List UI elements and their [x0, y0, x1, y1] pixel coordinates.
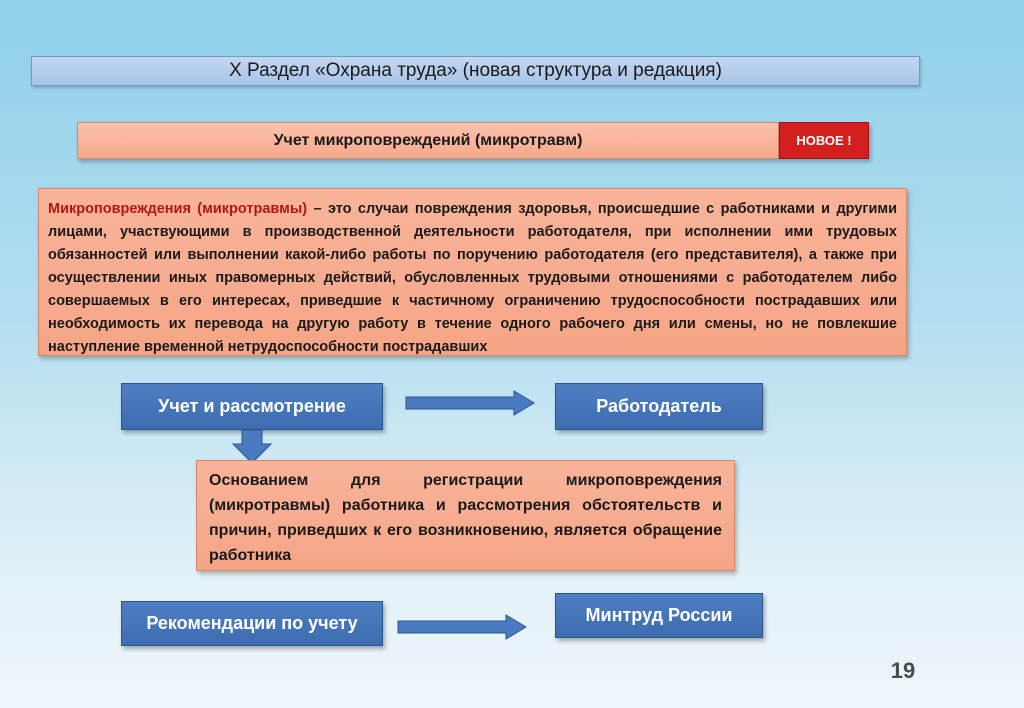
mintrud-box: Минтруд России [555, 593, 763, 638]
employer-box: Работодатель [555, 383, 763, 430]
section-title: Учет микроповреждений (микротравм) [77, 122, 779, 159]
page-number: 19 [890, 658, 916, 683]
definition-box [38, 188, 907, 356]
arrow-right-icon [398, 615, 528, 639]
definition-term: Микроповреждения (микротравмы) [48, 201, 308, 217]
arrow-right-icon [406, 391, 536, 415]
recommendations-box: Рекомендации по учету [121, 601, 383, 646]
new-badge: НОВОЕ ! [779, 122, 869, 159]
definition-text: – это случаи повреждения здоровья, происшедшие с работниками и другими лицами, участвующими в производственной деятельности работодателя, при исполнении ими трудовых обязанностей или выполнении какой-либо работы по поручению работодателя (его представителя), а также при осуществлении иных правомерных действий, обусловленных трудовыми отношениями с работодателем либо совершаемых в его интересах, приведшие к частичному ограничению трудоспособности пострадавших или необходимость их перевода на другую работу в течение одного рабочего дня или смены, но не повлекшие наступление временной нетрудоспособности пострадавших [48, 201, 898, 355]
slide-title: X Раздел «Охрана труда» (новая структура и редакция) [31, 56, 920, 86]
record-and-review-box: Учет и рассмотрение [121, 383, 383, 430]
arrow-down-icon [232, 430, 272, 464]
registration-basis-box: Основанием для регистрации микроповреждения (микротравмы) работника и рассмотрения обстоятельств и причин, приведших к его возникновению, является обращение работника [196, 460, 735, 571]
